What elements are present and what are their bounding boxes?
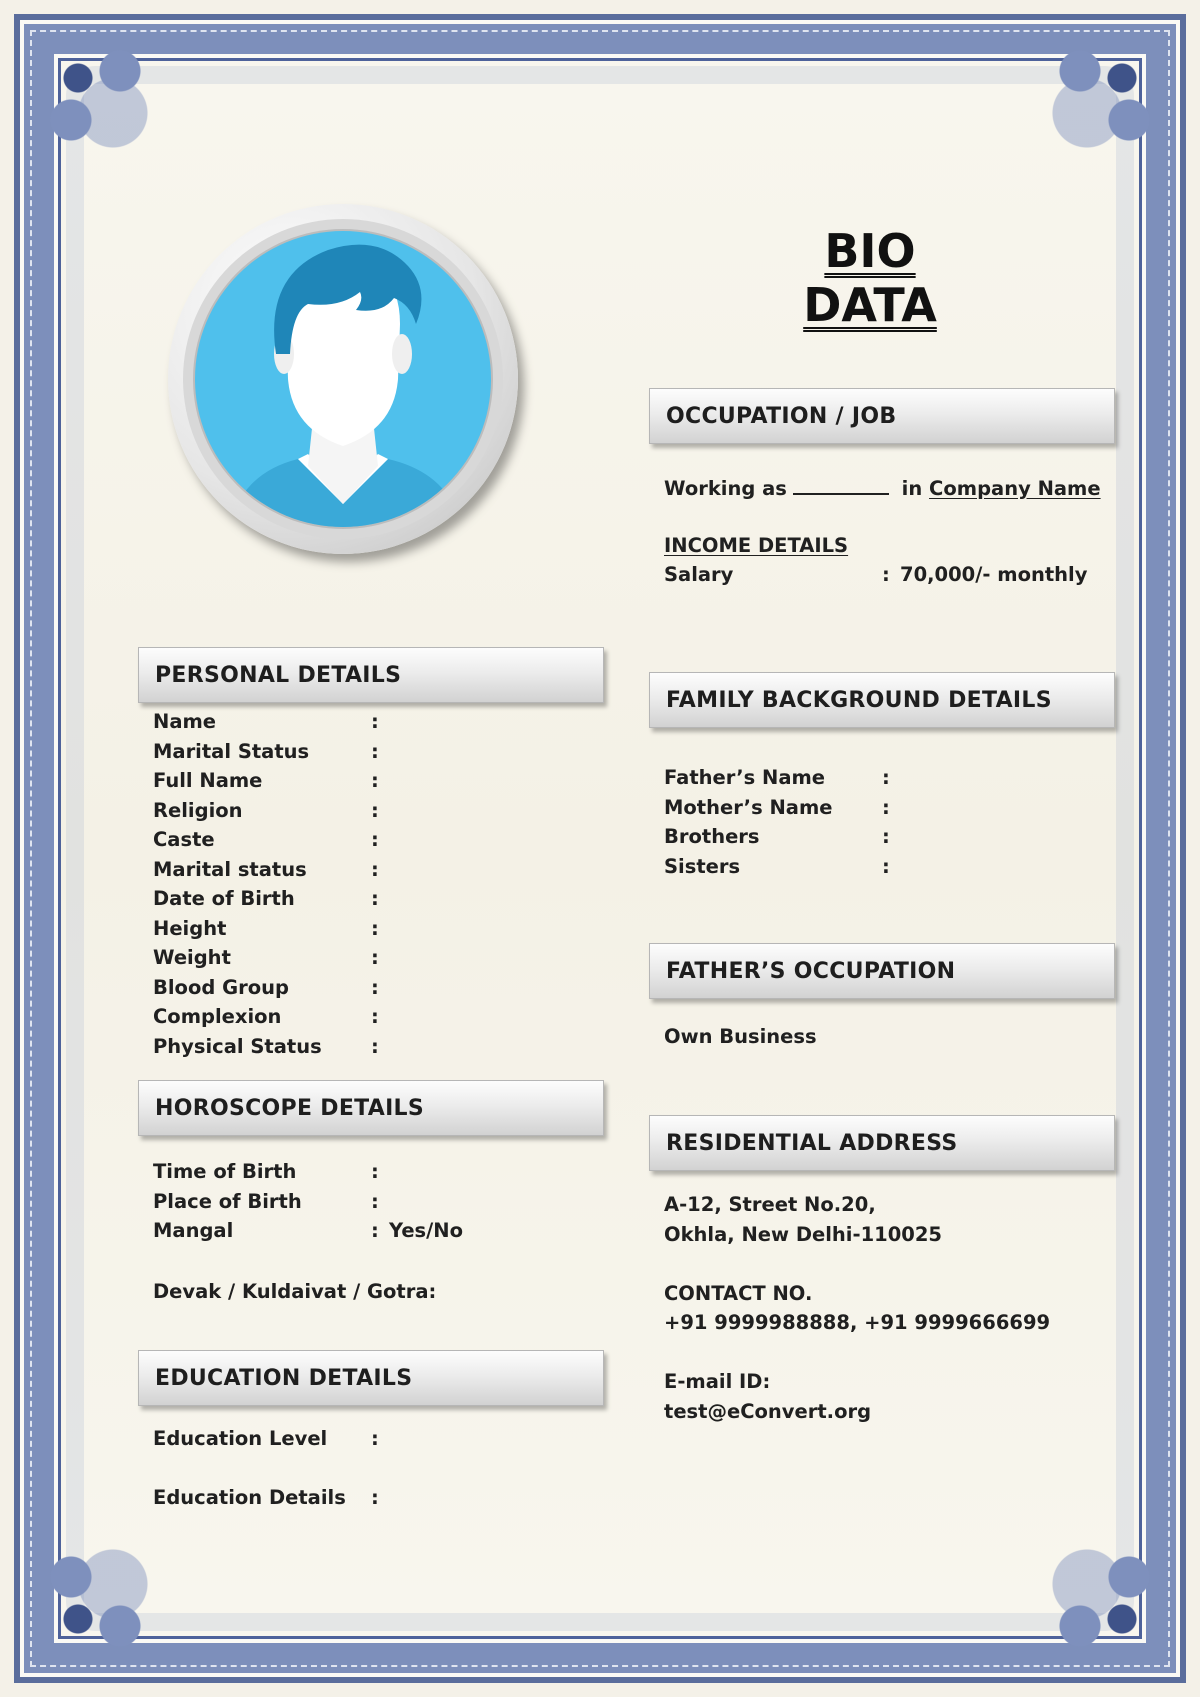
colon: : [371, 857, 379, 881]
colon: : [371, 1034, 379, 1058]
field-row [153, 946, 593, 976]
field-label: Weight [153, 946, 231, 969]
field-label: Time of Birth [153, 1160, 297, 1183]
field-label: Blood Group [153, 975, 289, 999]
colon: : [371, 1427, 379, 1450]
field-label: Mangal [153, 1219, 234, 1242]
colon: : [371, 1486, 379, 1509]
field-row [153, 710, 593, 740]
colon: : [882, 825, 890, 848]
salary-value: 70,000/- monthly [900, 563, 1088, 586]
corner-ornament-icon [36, 36, 176, 176]
company-name: Company Name [929, 477, 1101, 500]
colon: : [371, 887, 379, 910]
colon: : [371, 1005, 379, 1028]
field-label: Name [153, 710, 217, 733]
field-row [153, 1160, 593, 1190]
field-row [153, 976, 593, 1006]
colon: : [371, 1189, 379, 1213]
working-as-label: Working as [664, 477, 787, 500]
field-label: Sisters [664, 854, 741, 878]
field-label: Education Details [153, 1486, 346, 1509]
colon: : [882, 563, 890, 586]
address-line-2: Okhla, New Delhi-110025 [664, 1223, 942, 1246]
field-row [664, 766, 1104, 796]
field-row [664, 825, 1104, 855]
colon: : [882, 854, 890, 878]
colon: : [371, 1219, 379, 1242]
colon: : [371, 916, 379, 940]
fathers-occupation-header: FATHER’S OCCUPATION [649, 943, 1115, 999]
horoscope-details-header: HOROSCOPE DETAILS [138, 1080, 604, 1136]
colon: : [371, 975, 379, 999]
family-background-header: FAMILY BACKGROUND DETAILS [649, 672, 1115, 728]
colon: : [371, 798, 379, 822]
colon: : [882, 766, 890, 789]
residential-address-header: RESIDENTIAL ADDRESS [649, 1115, 1115, 1171]
field-row [153, 1427, 593, 1486]
field-label: Mother’s Name [664, 795, 833, 819]
colon: : [371, 739, 379, 763]
field-row [153, 740, 593, 770]
field-label: Physical Status [153, 1034, 322, 1058]
fathers-occupation-value: Own Business [664, 1025, 817, 1048]
field-row [153, 1486, 593, 1516]
field-row [664, 855, 1104, 885]
corner-ornament-icon [36, 1521, 176, 1661]
field-label: Caste [153, 828, 215, 851]
field-label: Complexion [153, 1005, 282, 1028]
personal-details-header: PERSONAL DETAILS [138, 647, 604, 703]
horoscope-details-list [153, 1160, 593, 1249]
field-row [153, 858, 593, 888]
field-label: Brothers [664, 825, 760, 848]
salary-label: Salary [664, 563, 734, 586]
profile-photo [168, 204, 518, 554]
colon: : [371, 710, 379, 733]
field-row [153, 1005, 593, 1035]
field-label: Place of Birth [153, 1189, 302, 1213]
field-label: Marital Status [153, 739, 310, 763]
colon: : [371, 828, 379, 851]
field-label: Religion [153, 798, 243, 822]
colon: : [371, 1160, 379, 1183]
colon: : [882, 795, 890, 819]
address-line-1: A-12, Street No.20, [664, 1193, 876, 1216]
personal-details-list [153, 710, 593, 1064]
field-row [153, 1219, 593, 1249]
field-label: Date of Birth [153, 887, 295, 910]
field-row [664, 796, 1104, 826]
field-row [153, 1190, 593, 1220]
mangal-value: Yes/No [389, 1219, 464, 1242]
corner-ornament-icon [1024, 36, 1164, 176]
field-label: Education Level [153, 1427, 328, 1450]
field-label: Father’s Name [664, 766, 826, 789]
field-row [153, 828, 593, 858]
field-row [153, 917, 593, 947]
education-details-list [153, 1427, 593, 1516]
page-title: BIO DATA [803, 224, 937, 332]
contact-label: CONTACT NO. [664, 1282, 813, 1305]
in-label: in [901, 477, 923, 500]
devak-label: Devak / Kuldaivat / Gotra: [153, 1280, 437, 1303]
field-row [153, 1035, 593, 1065]
income-details-header: INCOME DETAILS [664, 534, 849, 557]
contact-value: +91 9999988888, +91 9999666699 [664, 1311, 1051, 1334]
field-label: Height [153, 916, 227, 940]
family-details-list [664, 766, 1104, 884]
job-title-blank [793, 475, 889, 495]
field-row [153, 887, 593, 917]
education-details-header: EDUCATION DETAILS [138, 1350, 604, 1406]
working-as-line [664, 475, 1101, 500]
corner-ornament-icon [1024, 1521, 1164, 1661]
email-value: test@eConvert.org [664, 1400, 872, 1423]
field-row [153, 769, 593, 799]
colon: : [371, 769, 379, 792]
email-label: E-mail ID: [664, 1370, 771, 1393]
field-label: Marital status [153, 857, 307, 881]
field-row [153, 799, 593, 829]
avatar-icon [168, 204, 518, 554]
colon: : [371, 946, 379, 969]
field-label: Full Name [153, 769, 263, 792]
occupation-header: OCCUPATION / JOB [649, 388, 1115, 444]
